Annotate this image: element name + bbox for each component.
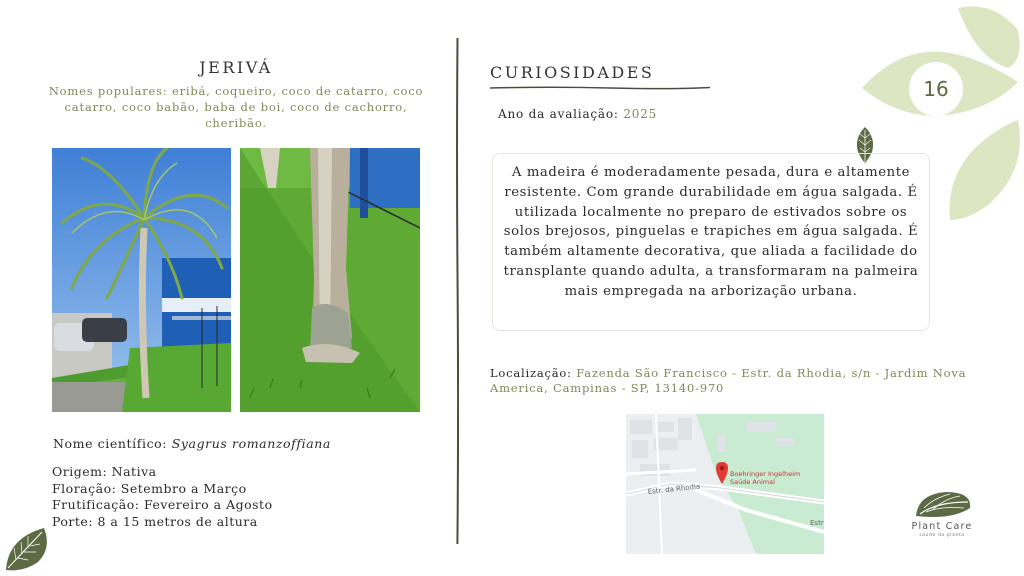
- brand-name: Plant Care: [911, 521, 973, 532]
- palm-tree-photo: [52, 148, 231, 412]
- map-place-line1: Boehringer Ingelheim: [730, 470, 801, 478]
- year-label: Ano da avaliação:: [498, 107, 619, 121]
- plant-facts: [52, 464, 273, 531]
- brand-logo: [890, 486, 994, 524]
- scientific-name: [53, 436, 331, 451]
- location-map[interactable]: [626, 414, 824, 554]
- decorative-leaves: [858, 0, 1024, 225]
- curiosities-title: CURIOSIDADES: [490, 63, 655, 82]
- scientific-name-label: Nome científico:: [53, 436, 168, 451]
- map-road-label: Estr. da Rhodia: [647, 482, 701, 496]
- map-place-line2: Saúde Animal: [730, 478, 775, 486]
- fact-fruiting: Frutificação: Fevereiro a Agosto: [52, 497, 273, 513]
- scientific-name-value: Syagrus romanzoffiana: [171, 436, 331, 451]
- map-road-label-2: Estr: [810, 519, 824, 527]
- fact-flowering: Floração: Setembro a Março: [52, 480, 247, 496]
- location-label: Localização:: [490, 366, 572, 380]
- fact-origin: Origem: Nativa: [52, 464, 157, 479]
- palm-trunk-photo: [240, 148, 420, 412]
- year-value: 2025: [623, 107, 658, 121]
- popular-names: Nomes populares: eribá, coqueiro, coco de catarro, coco catarro, coco babão, baba de boi, coco de cachorro, cheribão.: [48, 84, 424, 130]
- plant-care-logo-icon: [890, 486, 994, 520]
- leaf-icon: [4, 524, 52, 572]
- column-divider: [456, 38, 459, 544]
- fact-size: Porte: 8 a 15 metros de altura: [52, 514, 258, 530]
- evaluation-year: [498, 107, 657, 121]
- location-value: Fazenda São Francisco - Estr. da Rhodia, s/n - Jardim Nova America, Campinas - SP, 13140-970: [490, 366, 967, 395]
- plant-title: JERIVÁ: [199, 58, 273, 77]
- page-number: 16: [923, 77, 949, 101]
- curiosities-text: A madeira é moderadamente pesada, dura e altamente resistente. Com grande durabilidade em água salgada. É utilizada localmente no preparo de estivados sobre os solos brejosos, pinguelas e trapiches em água salgada. É também altamente decorativa, que aliada a facilidade do transplante quando adulta, a transformaram na palmeira mais empregada na arborização urbana.: [503, 165, 919, 299]
- title-underline: [490, 85, 710, 91]
- location: [490, 366, 980, 396]
- brand-tagline: saúde da planta: [919, 533, 965, 538]
